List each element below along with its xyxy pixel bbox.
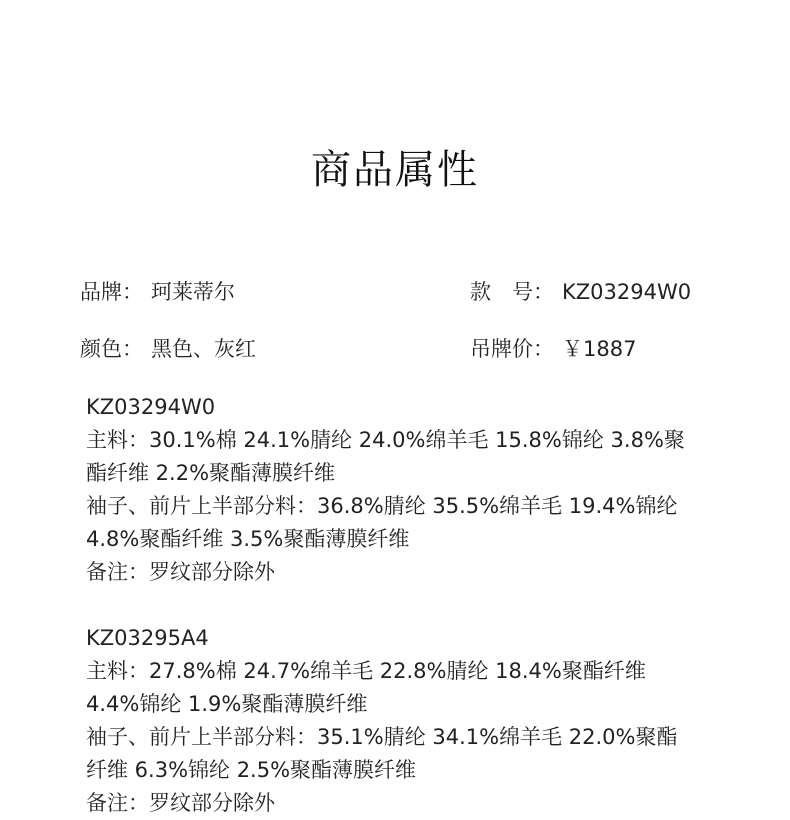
composition-block (86, 622, 766, 820)
color-attribute (80, 334, 256, 364)
model-attribute (470, 277, 691, 307)
composition-line: 酯纤维 2.2%聚酯薄膜纤维 (86, 461, 336, 485)
composition-line: 袖子、前片上半部分料：36.8%腈纶 35.5%绵羊毛 19.4%锦纶 (86, 494, 678, 518)
color-label: 颜色： (80, 337, 143, 361)
composition-line: 纤维 6.3%锦纶 2.5%聚酯薄膜纤维 (86, 758, 417, 782)
composition-line: 袖子、前片上半部分料：35.1%腈纶 34.1%绵羊毛 22.0%聚酯 (86, 725, 678, 749)
composition-note: 备注：罗纹部分除外 (86, 560, 275, 584)
price-value: ￥1887 (562, 337, 637, 361)
product-code: KZ03294W0 (86, 395, 216, 419)
brand-attribute (80, 277, 235, 307)
product-code: KZ03295A4 (86, 626, 209, 650)
composition-note: 备注：罗纹部分除外 (86, 791, 275, 815)
brand-value: 珂莱蒂尔 (151, 280, 235, 304)
composition-block (86, 391, 766, 589)
composition-line: 4.4%锦纶 1.9%聚酯薄膜纤维 (86, 692, 368, 716)
composition-section (86, 391, 766, 820)
price-attribute (470, 334, 636, 364)
composition-line: 主料：27.8%棉 24.7%绵羊毛 22.8%腈纶 18.4%聚酯纤维 (86, 659, 646, 683)
color-value: 黑色、灰红 (151, 337, 256, 361)
composition-line: 4.8%聚酯纤维 3.5%聚酯薄膜纤维 (86, 527, 410, 551)
brand-label: 品牌： (80, 280, 143, 304)
composition-line: 主料：30.1%棉 24.1%腈纶 24.0%绵羊毛 15.8%锦纶 3.8%聚 (86, 428, 685, 452)
page-title: 商品属性 (311, 147, 479, 193)
model-value: KZ03294W0 (562, 280, 692, 304)
model-label: 款 号： (470, 280, 554, 304)
price-label: 吊牌价： (470, 337, 554, 361)
